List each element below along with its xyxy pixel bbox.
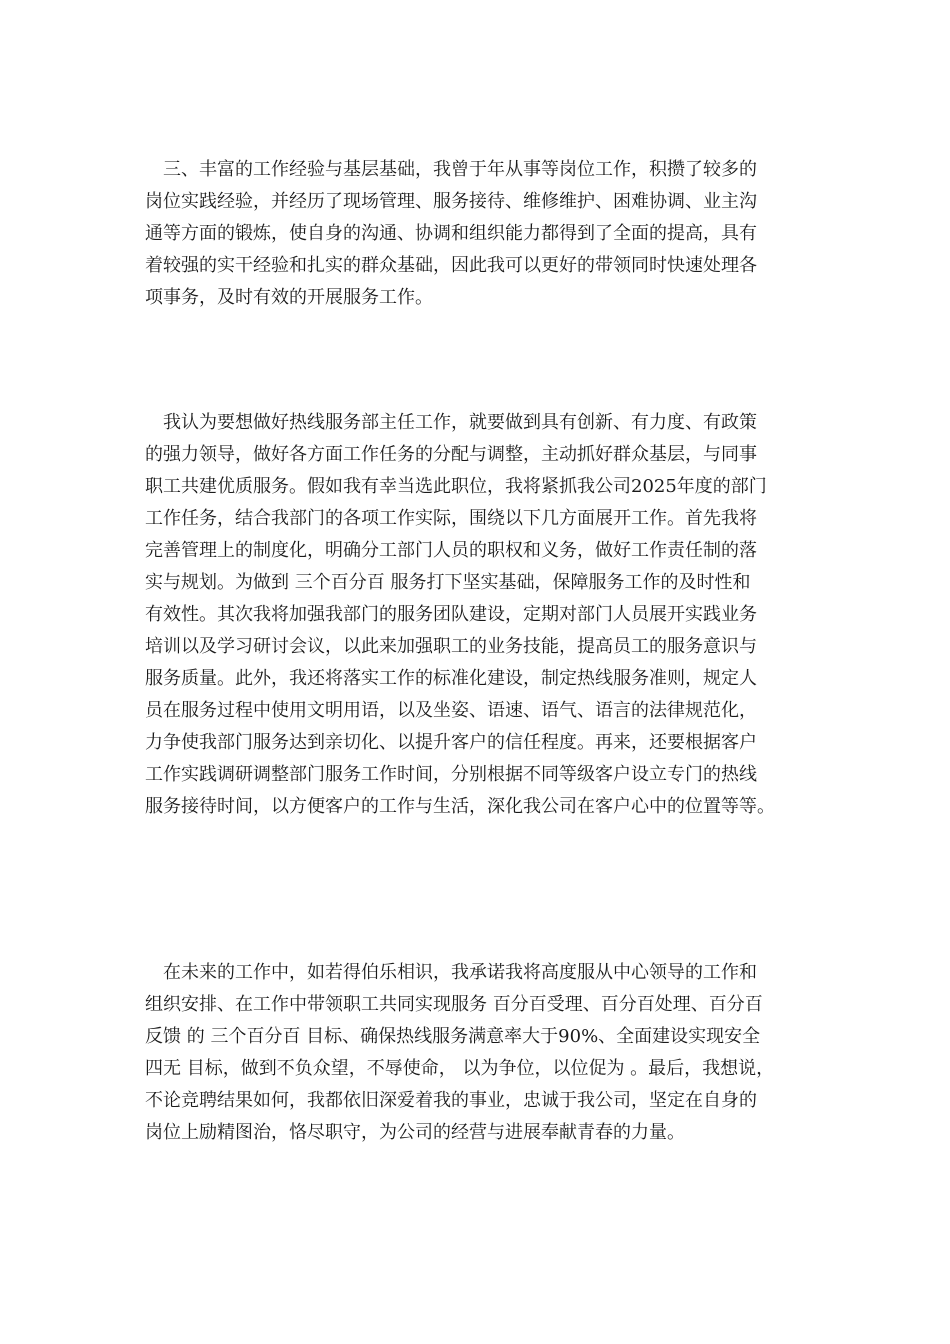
text-line: 岗位上励精图治，恪尽职守，为公司的经营与进展奉献青春的力量。	[145, 1122, 685, 1143]
text-line: 职工共建优质服务。假如我有幸当选此职位，我将紧抓我公司2025年度的部门	[145, 476, 767, 497]
text-line: 工作实践调研调整部门服务工作时间，分别根据不同等级客户设立专门的热线	[145, 764, 757, 785]
text-line: 不论竞聘结果如何，我都依旧深爱着我的事业，忠诚于我公司，坚定在自身的	[145, 1090, 757, 1111]
paragraph-commitment	[145, 957, 825, 1149]
paragraph-work-experience	[145, 154, 825, 314]
text-line: 通等方面的锻炼，使自身的沟通、协调和组织能力都得到了全面的提高，具有	[145, 223, 757, 244]
text-line: 服务接待时间，以方便客户的工作与生活，深化我公司在客户心中的位置等等。	[145, 796, 775, 817]
text-line: 反馈 的 三个百分百 目标、确保热线服务满意率大于90%、全面建设实现安全	[145, 1026, 761, 1047]
text-line: 有效性。其次我将加强我部门的服务团队建设，定期对部门人员展开实践业务	[145, 604, 757, 625]
text-line: 三、丰富的工作经验与基层基础，我曾于年从事等岗位工作，积攒了较多的	[145, 159, 757, 180]
text-line: 岗位实践经验，并经历了现场管理、服务接待、维修维护、困难协调、业主沟	[145, 191, 757, 212]
text-line: 四无 目标，做到不负众望，不辱使命， 以为争位，以位促为 。最后，我想说，	[145, 1058, 775, 1079]
text-line: 服务质量。此外，我还将落实工作的标准化建设，制定热线服务准则，规定人	[145, 668, 757, 689]
text-line: 项事务，及时有效的开展服务工作。	[145, 287, 433, 308]
text-line: 工作任务，结合我部门的各项工作实际，围绕以下几方面展开工作。首先我将	[145, 508, 757, 529]
text-line: 力争使我部门服务达到亲切化、以提升客户的信任程度。再来，还要根据客户	[145, 732, 757, 753]
text-line: 培训以及学习研讨会议，以此来加强职工的业务技能，提高员工的服务意识与	[145, 636, 757, 657]
text-line: 的强力领导，做好各方面工作任务的分配与调整，主动抓好群众基层，与同事	[145, 444, 757, 465]
text-line: 在未来的工作中，如若得伯乐相识，我承诺我将高度服从中心领导的工作和	[145, 962, 757, 983]
text-line: 组织安排、在工作中带领职工共同实现服务 百分百受理、百分百处理、百分百	[145, 994, 763, 1015]
paragraph-work-plan	[145, 407, 825, 823]
text-line: 实与规划。为做到 三个百分百 服务打下坚实基础，保障服务工作的及时性和	[145, 572, 751, 593]
text-line: 着较强的实干经验和扎实的群众基础，因此我可以更好的带领同时快速处理各	[145, 255, 757, 276]
text-line: 完善管理上的制度化，明确分工部门人员的职权和义务，做好工作责任制的落	[145, 540, 757, 561]
text-line: 我认为要想做好热线服务部主任工作，就要做到具有创新、有力度、有政策	[145, 412, 757, 433]
text-line: 员在服务过程中使用文明用语，以及坐姿、语速、语气、语言的法律规范化，	[145, 700, 757, 721]
